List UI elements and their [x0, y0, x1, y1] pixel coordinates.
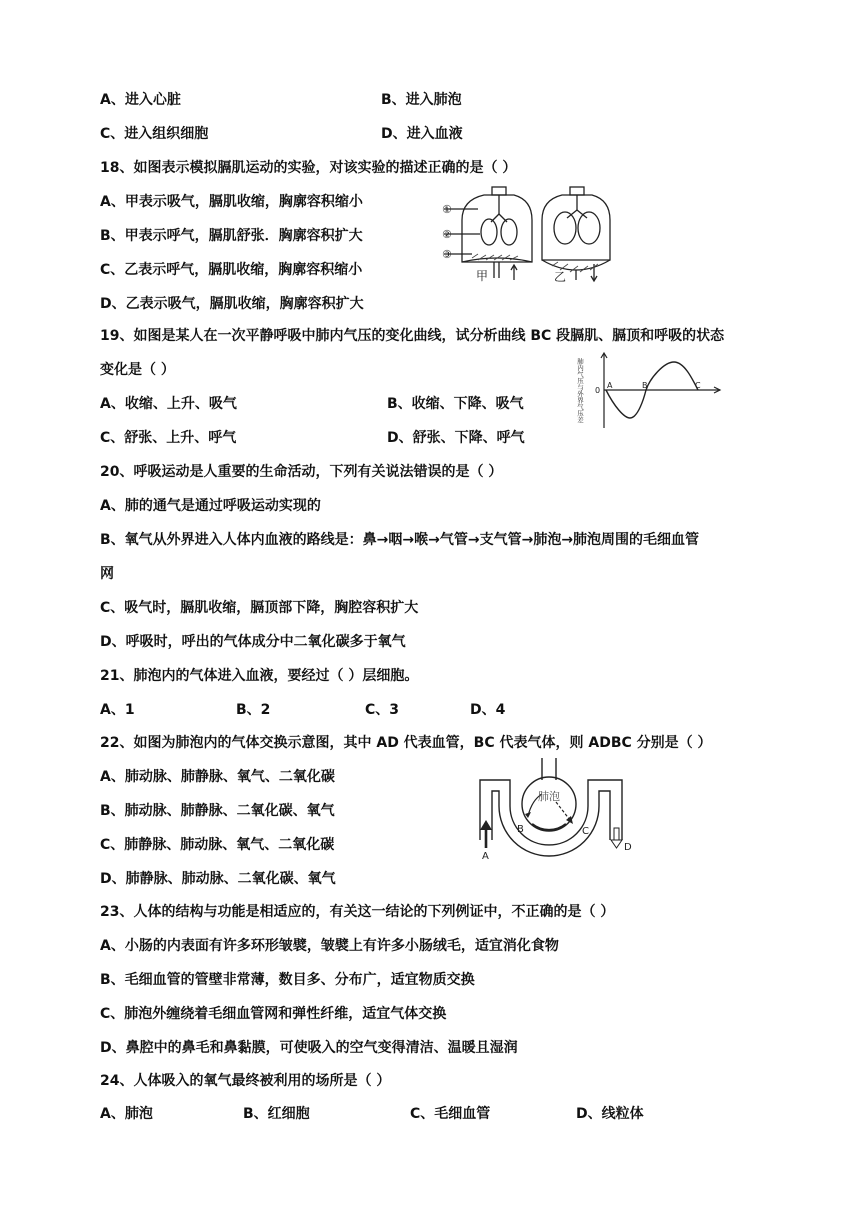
q20-stem: 20、呼吸运动是人重要的生命活动，下列有关说法错误的是（ ）	[100, 464, 503, 480]
q21-option-a: A、1	[100, 702, 135, 718]
q19-option-c: C、舒张、上升、呼气	[100, 430, 237, 446]
q24-stem: 24、人体吸入的氧气最终被利用的场所是（ ）	[100, 1073, 391, 1089]
q24-option-d: D、线粒体	[576, 1106, 644, 1122]
fig22-label-c: C	[582, 826, 589, 837]
q22-option-c: C、肺静脉、肺动脉、氧气、二氧化碳	[100, 837, 335, 853]
q22-option-a: A、肺动脉、肺静脉、氧气、二氧化碳	[100, 769, 335, 785]
fig19-point-a: A	[607, 381, 613, 390]
fig18-label-1: ①	[442, 203, 452, 216]
q23-option-a: A、小肠的内表面有许多环形皱襞，皱襞上有许多小肠绒毛，适宜消化食物	[100, 938, 559, 954]
q21-option-b: B、2	[236, 702, 271, 718]
q20-option-b-line1: B、氧气从外界进入人体内血液的路线是：鼻→咽→喉→气管→支气管→肺泡→肺泡周围的毛细血管	[100, 532, 700, 548]
q17-option-d: D、进入血液	[381, 126, 463, 142]
q18-option-d: D、乙表示吸气，膈肌收缩，胸廓容积扩大	[100, 296, 364, 312]
q20-option-a: A、肺的通气是通过呼吸运动实现的	[100, 498, 321, 514]
q20-option-c: C、吸气时，膈肌收缩，膈顶部下降，胸腔容积扩大	[100, 600, 419, 616]
q21-stem: 21、肺泡内的气体进入血液，要经过（ ）层细胞。	[100, 668, 419, 684]
fig22-label-d: D	[624, 842, 632, 853]
q23-option-d: D、鼻腔中的鼻毛和鼻黏膜，可使吸入的空气变得清洁、温暖且湿润	[100, 1040, 518, 1056]
fig18-label-3: ③	[442, 248, 452, 261]
q19-option-d: D、舒张、下降、呼气	[387, 430, 525, 446]
pressure-curve-figure	[574, 348, 724, 434]
q22-option-d: D、肺静脉、肺动脉、二氧化碳、氧气	[100, 871, 336, 887]
q23-option-c: C、肺泡外缠绕着毛细血管网和弹性纤维，适宜气体交换	[100, 1006, 447, 1022]
q19-stem-line1: 19、如图是某人在一次平静呼吸中肺内气压的变化曲线，试分析曲线 BC 段膈肌、膈顶和呼吸的状态	[100, 328, 725, 344]
q17-option-a: A、进入心脏	[100, 92, 181, 108]
fig22-label-a: A	[482, 851, 489, 862]
q20-option-b-line2: 网	[100, 566, 114, 582]
fig18-label-2: ②	[442, 228, 452, 241]
q23-stem: 23、人体的结构与功能是相适应的，有关这一结论的下列例证中，不正确的是（ ）	[100, 904, 615, 920]
fig19-point-c: C	[695, 381, 701, 390]
q19-option-b: B、收缩、下降、吸气	[387, 396, 524, 412]
q24-option-a: A、肺泡	[100, 1106, 153, 1122]
q22-stem: 22、如图为肺泡内的气体交换示意图，其中 AD 代表血管，BC 代表气体，则 ADBC 分别是（ ）	[100, 735, 712, 751]
fig19-ylabel: 肺内气压与外界气压差	[576, 358, 584, 423]
q18-option-a: A、甲表示吸气，膈肌收缩，胸廓容积缩小	[100, 194, 363, 210]
fig18-label-jia: 甲	[476, 269, 489, 283]
fig18-label-yi: 乙	[554, 270, 567, 284]
q23-option-b: B、毛细血管的管壁非常薄，数目多、分布广，适宜物质交换	[100, 972, 475, 988]
q19-stem-line2: 变化是（ ）	[100, 362, 175, 378]
fig19-zero: 0	[595, 386, 601, 395]
q21-option-d: D、4	[470, 702, 506, 718]
q17-option-c: C、进入组织细胞	[100, 126, 209, 142]
q18-stem: 18、如图表示模拟膈肌运动的实验，对该实验的描述正确的是（ ）	[100, 160, 517, 176]
q22-option-b: B、肺动脉、肺静脉、二氧化碳、氧气	[100, 803, 335, 819]
q24-option-c: C、毛细血管	[410, 1106, 491, 1122]
q19-option-a: A、收缩、上升、吸气	[100, 396, 237, 412]
q18-option-b: B、甲表示呼气，膈肌舒张．胸廓容积扩大	[100, 228, 363, 244]
q24-option-b: B、红细胞	[243, 1106, 310, 1122]
q21-option-c: C、3	[365, 702, 400, 718]
fig19-point-b: B	[642, 381, 648, 390]
q20-option-d: D、呼吸时，呼出的气体成分中二氧化碳多于氧气	[100, 634, 406, 650]
q17-option-b: B、进入肺泡	[381, 92, 462, 108]
fig22-label-b: B	[517, 824, 524, 835]
diaphragm-model-figure	[442, 184, 612, 286]
fig22-alveolus-label: 肺泡	[538, 790, 560, 803]
alveolus-exchange-figure	[470, 758, 645, 862]
q18-option-c: C、乙表示呼气，膈肌收缩，胸廓容积缩小	[100, 262, 363, 278]
